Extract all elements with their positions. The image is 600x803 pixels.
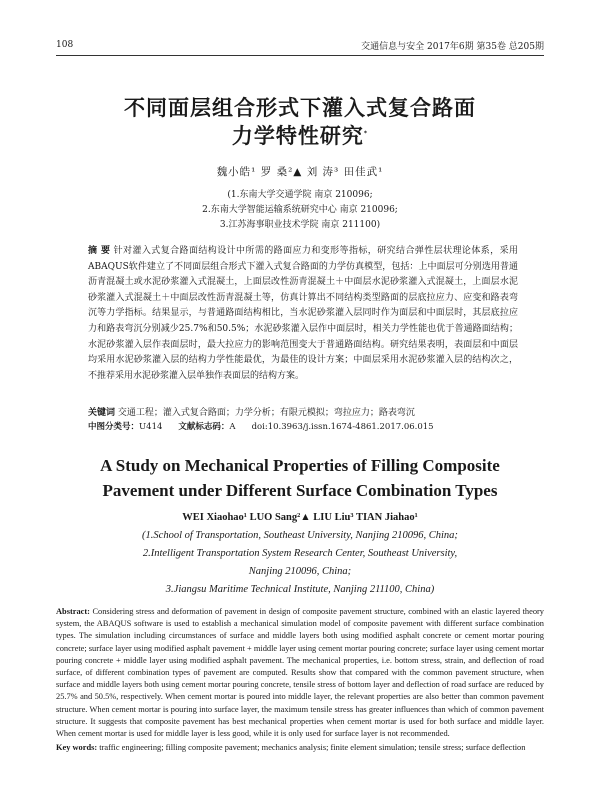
cn-abstract-label: 摘 要: [88, 246, 111, 256]
cn-title-line2: [0, 120, 600, 150]
en-keywords-text: traffic engineering; filling composite pavement; mechanics analysis; finite element simulation; tensile stress; surface deflection: [97, 743, 526, 752]
cn-keywords-text: 交通工程；灌入式复合路面；力学分析；有限元模拟；弯拉应力；路表弯沉: [115, 408, 415, 418]
en-title-line2: Pavement under Different Surface Combination Types: [102, 481, 498, 500]
en-abstract-text: Considering stress and deformation of pavement in design of composite pavement structure, combined with an elastic layered theory system, the ABAQUS software is used to establish a mechanical simulation model of composite pavement with different surface combination types. The simulation including circumstances of surface and middle layers both using modified asphalt concrete or cement mortar pouring concrete; surface layer using modified asphalt pavement + middle layer using cement mortar pouring concrete; surface layer using cement mortar pouring concrete + middle layer using modified asphalt pavement. The mechanical properties, i.e. bottom stress, strain, and deflection of road surface, of different combination types of pavement are computed. Results show that compared with the common pavement structure, when surface and middle layers both using cement mortar pouring concrete, tensile stress of bottom layer and deflection of road surface are reduced by 25.7% and 50.5%, respectively. When cement mortar is poured into middle layer, the relevant properties are also better than common pavement structure. When cement mortar is pouring into surface layer, the maximum tensile stress has greater influences than which of common pavement structure. It suggests that composite pavement has best mechanical properties when cement mortar is used for both surface and middle layer. When cement mortar is used for middle layer is less good, while it is only used for surface layer is not recommended.: [56, 607, 544, 739]
en-abstract-label: Abstract:: [56, 607, 90, 616]
header-rule: [56, 55, 544, 56]
cn-class-label: 中图分类号：: [88, 422, 140, 432]
en-affiliation-3: Nanjing 210096, China;: [248, 566, 352, 577]
journal-info: 交通信息与安全 2017年6期 第35卷 总205期: [361, 41, 544, 52]
en-title-line1: A Study on Mechanical Properties of Filling Composite: [100, 456, 500, 475]
en-affiliation-4: 3.Jiangsu Maritime Technical Institute, Nanjing 211100, China): [165, 584, 435, 595]
cn-title-mark: *: [363, 130, 369, 137]
en-abstract: [56, 606, 544, 740]
cn-keywords-label: 关键词: [88, 408, 116, 418]
cn-affiliation-3: 3.江苏海事职业技术学院 南京 211100): [219, 220, 381, 230]
cn-authors: 魏小皓¹ 罗 桑²▲ 刘 涛³ 田佳武¹: [216, 166, 384, 178]
cn-title-line2-text: 力学特性研究: [231, 124, 364, 148]
en-keywords-label: Key words:: [56, 743, 98, 752]
en-authors: WEI Xiaohao¹ LUO Sang²▲ LIU Liu³ TIAN Jiahao¹: [182, 512, 418, 523]
cn-title-line1: 不同面层组合形式下灌入式复合路面: [124, 96, 476, 120]
running-header: [56, 38, 544, 52]
page-number: 108: [56, 40, 74, 50]
en-keywords: [56, 742, 544, 754]
cn-abstract-text: 针对灌入式复合路面结构设计中所需的路面应力和变形等指标，研究结合弹性层状理论体系，采用ABAQUS软件建立了不同面层组合形式下灌入式复合路面的力学仿真模型，包括：上中面层可分别选用普通沥青混凝土或水泥砂浆灌入式混凝土，上面层改性沥青混凝土＋中面层水泥砂浆灌入式混凝土，上面层水泥砂浆灌入式混凝土＋中面层改性沥青混凝土等，仿真计算出不同结构类型路面的层底拉应力、应变和路表弯沉等力学指标。结果显示，与普通路面结构相比，当水泥砂浆灌入层同时作为面层和中面层时，其层底拉应力和路表弯沉分别减少25.7%和50.5%；水泥砂浆灌入层作中面层时，相关力学性能也优于普通路面结构；水泥砂浆灌入层作表面层时，最大拉应力的影响范围变大于普通路面结构。研究结果表明，表面层和中面层均采用水泥砂浆灌入层的结构力学性能最优，为最佳的设计方案；中面层采用水泥砂浆灌入层的结构次之，不推荐采用水泥砂浆灌入层单独作表面层的结构方案。: [88, 246, 518, 381]
cn-class-value: U414: [139, 422, 163, 432]
cn-doi: doi:10.3963/j.issn.1674-4861.2017.06.015: [251, 422, 434, 432]
cn-doc-value: A: [229, 422, 236, 432]
cn-doc-label: 文献标志码：: [178, 422, 230, 432]
cn-abstract: [88, 244, 518, 384]
cn-affiliation-2: 2.东南大学智能运输系统研究中心 南京 210096;: [202, 205, 398, 215]
cn-affiliation-1: (1.东南大学交通学院 南京 210096;: [227, 190, 373, 200]
en-affiliation-2: 2.Intelligent Transportation System Research Center, Southeast University,: [142, 548, 458, 559]
en-affiliation-1: (1.School of Transportation, Southeast University, Nanjing 210096, China;: [142, 530, 458, 541]
cn-classification: [88, 420, 518, 434]
cn-keywords: [88, 406, 518, 420]
